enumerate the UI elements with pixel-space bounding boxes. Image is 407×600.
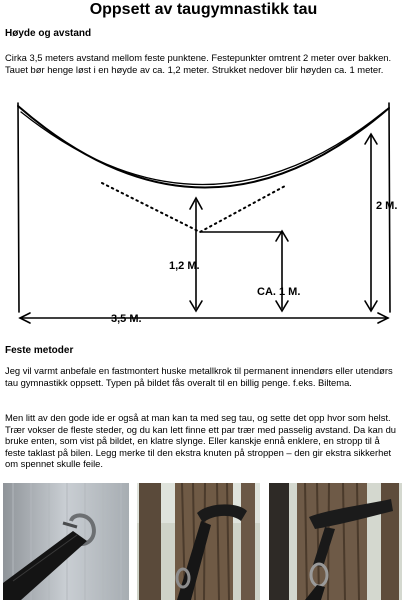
photo-strap-on-tree [137, 483, 260, 600]
section-paragraph-height-distance: Cirka 3,5 meters avstand mellom feste punktene. Festepunkter omtrent 2 meter over bakken. Tauet bør henge løst i en høyde av ca. 1,2 meter. Strukket nedover blir høyden ca. 1 meter. [5, 52, 392, 75]
section-heading-mount-methods: Feste metoder [5, 345, 74, 356]
rope-curve-inner [21, 110, 386, 185]
photo-metal-hook [3, 483, 129, 600]
section-paragraph-1: Jeg vil varmt anbefale en fastmontert huske metallkrok til permanent innendørs eller utendørs tau gymnastikk oppsett. Typen på bildet fås overalt til en billig penge. f.eks. Biltema. [5, 365, 393, 388]
section-paragraph-2: Men litt av den gode ide er også at man kan ta med seg tau, og sette det opp hvor som helst. Trær vokser de fleste steder, og du kan lett finne ett par trær med passelig avstand. Da kan du bruke enten, som vist på bildet, en klatre slynge. Eller kanskje ennå enklere, en stropp til å feste taklast på bilen. Legg merke til den ekstra knuten på stroppen – den gir ekstra sikkerhet om spennet skulle feile. [5, 412, 396, 469]
section-heading-height-distance: Høyde og avstand [5, 28, 92, 39]
document-title: Oppsett av taugymnastikk tau [89, 1, 318, 18]
photo-carabiner-on-tree [269, 483, 402, 600]
rope-setup-diagram [0, 98, 407, 338]
span-label: 3,5 M. [111, 313, 142, 325]
total-height-label: 2 M. [376, 200, 398, 212]
sag-height-label: 1,2 M. [169, 260, 200, 272]
stretched-height-label: CA. 1 M. [257, 286, 301, 298]
stretched-rope-dotted [102, 183, 285, 232]
left-post-line [18, 103, 19, 312]
